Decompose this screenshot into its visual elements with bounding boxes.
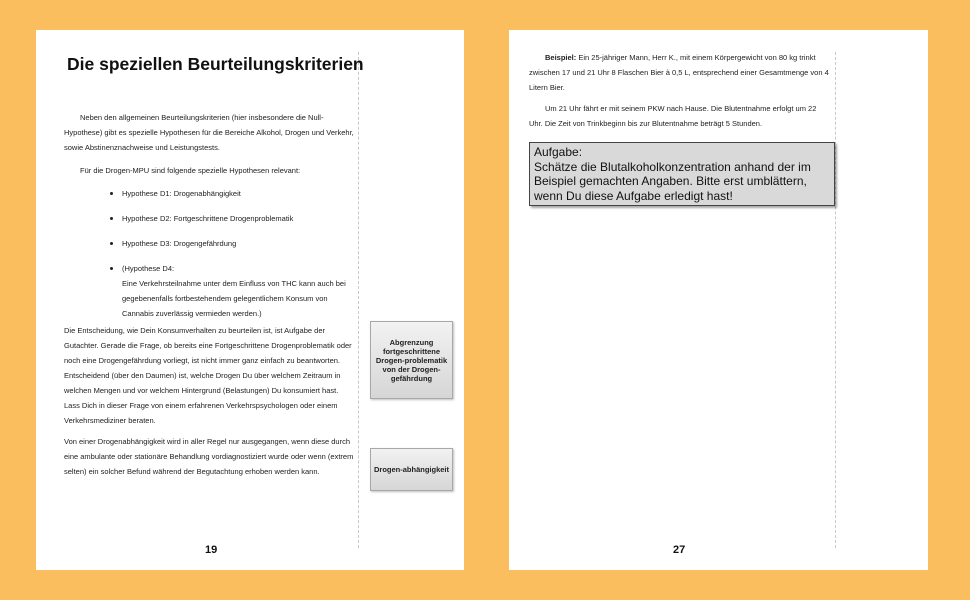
list-item: (Hypothese D4: Eine Verkehrsteilnahme unter dem Einfluss von THC kann auch bei gegebenenfalls fortbestehendem gelegentlichem Konsum von Cannabis zuverlässig vermieden werden.) [122,261,354,321]
page-title: Die speziellen Beurteilungskriterien [67,54,364,74]
list-item: Hypothese D2: Fortgeschrittene Drogenproblematik [122,211,354,226]
relevance-paragraph: Für die Drogen-MPU sind folgende spezielle Hypothesen relevant: [80,166,301,175]
page-number: 19 [205,544,218,556]
page-27 [509,30,928,570]
timeline-paragraph: Um 21 Uhr fährt er mit seinem PKW nach Hause. Die Blutentnahme erfolgt um 22 Uhr. Die Zeit von Trinkbeginn bis zur Blutentnahme beträgt 5 Stunden. [529,104,817,128]
list-item: Hypothese D1: Drogenabhängigkeit [122,186,354,201]
body-text-upper [64,110,354,331]
page-margin-line [835,52,836,548]
list-item: Hypothese D3: Drogengefährdung [122,236,354,251]
dependency-paragraph: Von einer Drogenabhängigkeit wird in aller Regel nur ausgegangen, wenn diese durch eine ambulante oder stationäre Behandlung vordiagnostiziert wurde oder wenn (extrem selten) ein solcher Befund während der Begutachtung erhoben werden kann. [64,437,354,476]
page-number: 27 [673,544,686,556]
intro-paragraph: Neben den allgemeinen Beurteilungskriterien (hier insbesondere die Null-Hypothese) gibt es spezielle Hypothesen für die Bereiche Alkohol, Drogen und Verkehr, sowie Abstinenznachweise und Leistungstests. [64,113,354,152]
example-label: Beispiel: [545,53,577,62]
task-text: Schätze die Blutalkoholkonzentration anhand der im Beispiel gemachten Angaben. Bitte erst umblättern, wenn Du diese Aufgabe erledigt hast! [534,159,811,203]
example-text: Ein 25-jähriger Mann, Herr K., mit einem Körpergewicht von 80 kg trinkt zwischen 17 und 21 Uhr 8 Flaschen Bier à 0,5 L, entsprechend einer Gesamtmenge von 4 Litern Bier. [529,53,829,92]
hypotheses-list [122,186,354,321]
body-text [529,50,831,131]
example-paragraph [529,50,831,95]
drug-dependency-button[interactable]: Drogen-abhängigkeit [370,448,453,491]
page-margin-line [358,52,359,548]
page-19 [36,30,464,570]
body-text-lower [64,323,356,479]
task-box [529,142,835,206]
decision-paragraph: Die Entscheidung, wie Dein Konsumverhalten zu beurteilen ist, ist Aufgabe der Gutachter. Gerade die Frage, ob bereits eine Fortgeschrittene Drogenproblematik oder noch eine Drogengefährdung vorliegt, ist nicht immer ganz einfach zu beantworten. Entscheidend (über den Daumen) ist, welche Drogen Du über welchem Zeitraum in welchen Mengen und vor welchem Hintergrund (Belastungen) Du konsumiert hast. Lass Dich in dieser Frage von einem erfahrenen Verkehrspsychologen oder einem Verkehrsmediziner beraten. [64,326,352,425]
task-label: Aufgabe: [534,145,583,159]
advanced-problem-button[interactable]: Abgrenzung fortgeschrittene Drogen-problematik von der Drogen-gefährdung [370,321,453,399]
